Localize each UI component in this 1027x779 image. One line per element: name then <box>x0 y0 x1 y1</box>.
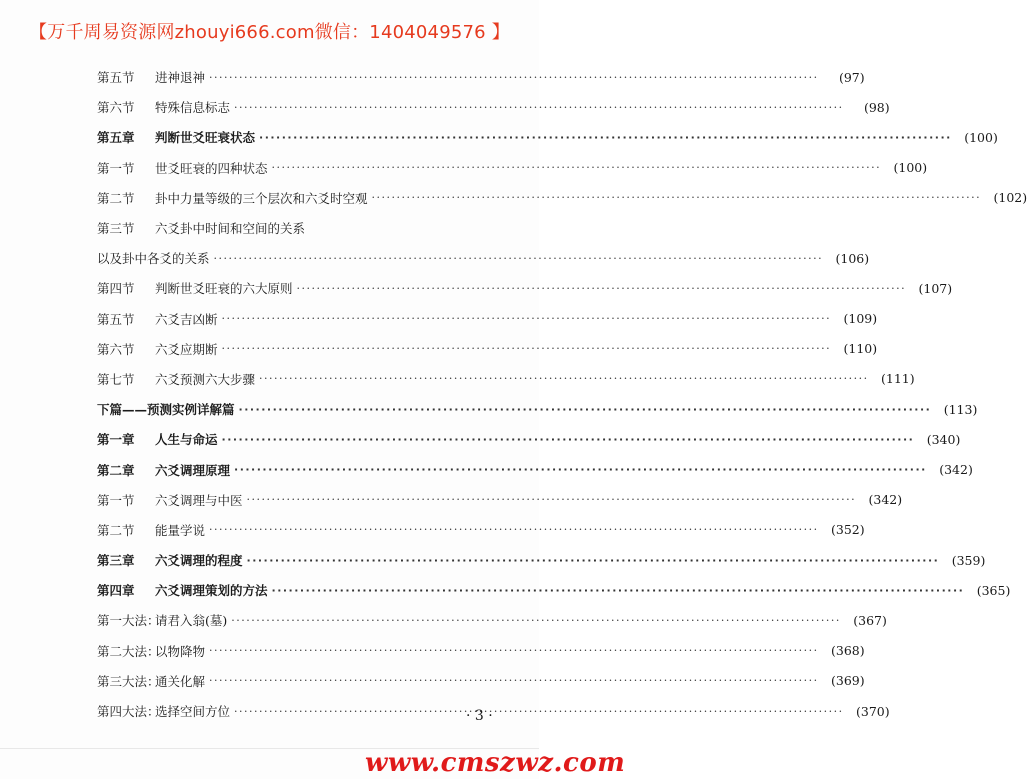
toc-entry-title: 以及卦中各爻的关系 <box>97 251 210 267</box>
toc-section-label: 第一大法： <box>97 613 160 629</box>
toc-entry <box>97 545 986 575</box>
dot-leader <box>222 312 832 325</box>
toc-entry-title: 六爻调理的程度 <box>155 553 243 569</box>
toc-entry-title: 六爻吉凶断 <box>155 311 218 327</box>
toc-section-label: 第一节 <box>97 492 135 508</box>
toc-section-label: 第二章 <box>97 462 135 478</box>
toc-entry <box>97 424 961 454</box>
toc-entry <box>97 364 915 394</box>
dot-leader <box>297 282 907 295</box>
toc-entry-title: 六爻调理与中医 <box>155 492 243 508</box>
toc-entry <box>97 696 890 726</box>
toc-section-label: 第五节 <box>97 70 135 86</box>
toc-entry <box>97 605 887 635</box>
dot-leader <box>209 674 819 687</box>
toc-page-number: (102) <box>993 190 1027 206</box>
watermark-text: www.cmszwz.com <box>365 748 626 778</box>
dot-leader <box>247 554 940 567</box>
toc-page-number: (106) <box>835 250 870 266</box>
toc-section-label: 第四节 <box>97 281 135 297</box>
toc-section-label: 第三大法： <box>97 673 160 689</box>
table-of-contents <box>97 62 1027 726</box>
toc-entry-title: 六爻调理策划的方法 <box>155 583 268 599</box>
toc-entry <box>97 304 878 334</box>
dot-leader <box>259 372 869 385</box>
toc-section-label: 第六节 <box>97 100 135 116</box>
toc-section-label: 第七节 <box>97 371 135 387</box>
dot-leader <box>214 252 824 265</box>
dot-leader <box>234 101 844 114</box>
dot-leader <box>234 705 844 718</box>
toc-entry <box>97 183 1027 213</box>
toc-entry <box>97 62 865 92</box>
toc-entry <box>97 575 1011 605</box>
toc-entry-title: 请君入翁(墓) <box>155 613 228 629</box>
toc-entry <box>97 334 878 364</box>
toc-section-label: 第一章 <box>97 432 135 448</box>
toc-entry-title: 下篇——预测实例详解篇 <box>97 402 235 418</box>
toc-page-number: (359) <box>951 552 986 568</box>
toc-entry-title: 六爻应期断 <box>155 341 218 357</box>
toc-entry-title: 卦中力量等级的三个层次和六爻时空观 <box>155 190 368 206</box>
toc-page-number: (368) <box>830 643 865 659</box>
toc-entry-title: 世爻旺衰的四种状态 <box>155 160 268 176</box>
toc-entry <box>97 92 890 122</box>
toc-entry-title: 特殊信息标志 <box>155 100 231 116</box>
toc-entry-title: 通关化解 <box>155 673 206 689</box>
toc-page-number: (97) <box>838 69 865 85</box>
dot-leader <box>259 131 952 144</box>
toc-page-number: (111) <box>880 371 915 387</box>
dot-leader <box>272 584 965 597</box>
toc-entry <box>97 515 865 545</box>
toc-entry <box>97 454 973 484</box>
toc-section-label: 第二节 <box>97 190 135 206</box>
toc-page-number: (109) <box>843 311 878 327</box>
toc-page-number: (342) <box>868 492 903 508</box>
dot-leader <box>234 463 927 476</box>
toc-entry-title: 选择空间方位 <box>155 704 231 720</box>
toc-entry <box>97 122 998 152</box>
toc-entry <box>97 636 865 666</box>
toc-section-label: 第五节 <box>97 311 135 327</box>
toc-page-number: (107) <box>918 280 953 296</box>
toc-section-label: 第二节 <box>97 522 135 538</box>
dot-leader <box>239 403 932 416</box>
toc-entry-title: 判断世爻旺衰状态 <box>155 130 256 146</box>
toc-section-label: 第一节 <box>97 160 135 176</box>
toc-page-number: (110) <box>843 341 878 357</box>
toc-page-number: (352) <box>830 522 865 538</box>
toc-page-number: (98) <box>863 99 890 115</box>
toc-entry-title: 六爻卦中时间和空间的关系 <box>155 221 306 237</box>
toc-section-label: 第三节 <box>97 221 135 237</box>
toc-page-number: (369) <box>830 673 865 689</box>
dot-leader <box>222 342 832 355</box>
toc-entry-title: 进神退神 <box>155 70 206 86</box>
toc-entry-title: 六爻调理原理 <box>155 462 231 478</box>
toc-entry <box>97 485 903 515</box>
toc-section-label: 第三章 <box>97 553 135 569</box>
toc-entry <box>97 666 865 696</box>
toc-entry-title: 判断世爻旺衰的六大原则 <box>155 281 293 297</box>
toc-section-label: 第四章 <box>97 583 135 599</box>
dot-leader <box>372 191 982 204</box>
toc-entry-title: 六爻预测六大步骤 <box>155 371 256 387</box>
dot-leader <box>209 644 819 657</box>
source-banner: 【万千周易资源网zhouyi666.com微信：1404049576 】 <box>29 22 510 43</box>
toc-page-number: (100) <box>964 129 998 145</box>
dot-leader <box>209 71 819 84</box>
toc-section-label: 第五章 <box>97 130 135 146</box>
toc-page-number: (367) <box>853 612 887 628</box>
page-number: · 3 · <box>466 708 493 724</box>
toc-entry <box>97 243 870 273</box>
toc-page-number: (365) <box>976 582 1011 598</box>
toc-entry <box>97 394 978 424</box>
toc-section-label: 第六节 <box>97 341 135 357</box>
toc-page-number: (342) <box>939 462 973 478</box>
dot-leader <box>231 614 841 627</box>
toc-entry <box>97 273 953 303</box>
toc-page-number: (370) <box>855 703 890 719</box>
toc-page-number: (340) <box>926 431 961 447</box>
toc-entry-title: 能量学说 <box>155 522 206 538</box>
toc-entry-title: 人生与命运 <box>155 432 218 448</box>
dot-leader <box>247 493 857 506</box>
toc-page-number: (113) <box>943 401 978 417</box>
toc-entry <box>97 213 505 243</box>
toc-entry <box>97 153 928 183</box>
toc-page-number: (100) <box>893 160 928 176</box>
toc-section-label: 第四大法： <box>97 704 160 720</box>
dot-leader <box>272 161 882 174</box>
dot-leader <box>222 433 915 446</box>
toc-section-label: 第二大法： <box>97 643 160 659</box>
toc-entry-title: 以物降物 <box>155 643 206 659</box>
dot-leader <box>209 523 819 536</box>
